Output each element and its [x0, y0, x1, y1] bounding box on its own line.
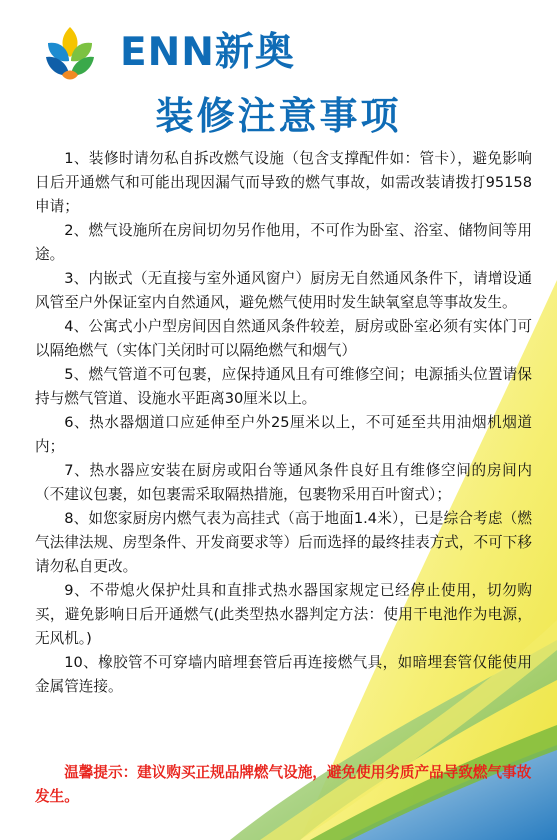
notice-item-1: 1、装修时请勿私自拆改燃气设施（包含支撑配件如：管卡），避免影响日后开通燃气和可能出现因漏气而导致的燃气事故，如需改装请拨打95158申请；	[35, 150, 532, 215]
notice-item-8: 8、如您家厨房内燃气表为高挂式（高于地面1.4米），已是综合考虑（燃气法律法规、房型条件、开发商要求等）后而选择的最终挂表方式，不可下移请勿私自更改。	[35, 510, 532, 575]
notice-item-7: 7、热水器应安装在厨房或阳台等通风条件良好且有维修空间的房间内（不建议包裹，如包裹需采取隔热措施，包裹物采用百叶窗式）；	[35, 462, 532, 503]
notice-item-2: 2、燃气设施所在房间切勿另作他用，不可作为卧室、浴室、储物间等用途。	[35, 222, 532, 263]
notice-list	[35, 147, 532, 699]
notice-item-5: 5、燃气管道不可包裹，应保持通风且有可维修空间；电源插头位置请保持与燃气管道、设施水平距离30厘米以上。	[35, 366, 532, 407]
notice-item-3: 3、内嵌式（无直接与室外通风窗户）厨房无自然通风条件下，请增设通风管至户外保证室内自然通风，避免燃气使用时发生缺氧窒息等事故发生。	[35, 270, 532, 311]
enn-flower-logo-icon	[36, 19, 104, 87]
notice-item-10: 10、橡胶管不可穿墙内暗埋套管后再连接燃气具，如暗埋套管仅能使用金属管连接。	[35, 654, 532, 695]
notice-item-4: 4、公寓式小户型房间因自然通风条件较差，厨房或卧室必须有实体门可以隔绝燃气（实体门关闭时可以隔绝燃气和烟气）	[35, 318, 532, 359]
notice-item-9: 9、不带熄火保护灶具和直排式热水器国家规定已经停止使用，切勿购买，避免影响日后开通燃气(此类型热水器判定方法：使用干电池作为电源，无风机。)	[35, 582, 532, 647]
brand-name: ENN新奥	[120, 30, 295, 75]
page-title: 装修注意事项	[155, 94, 402, 138]
notice-item-6: 6、热水器烟道口应延伸至户外25厘米以上，不可延至共用油烟机烟道内；	[35, 414, 532, 455]
warm-tip: 温馨提示：建议购买正规品牌燃气设施，避免使用劣质产品导致燃气事故发生。	[35, 764, 532, 805]
